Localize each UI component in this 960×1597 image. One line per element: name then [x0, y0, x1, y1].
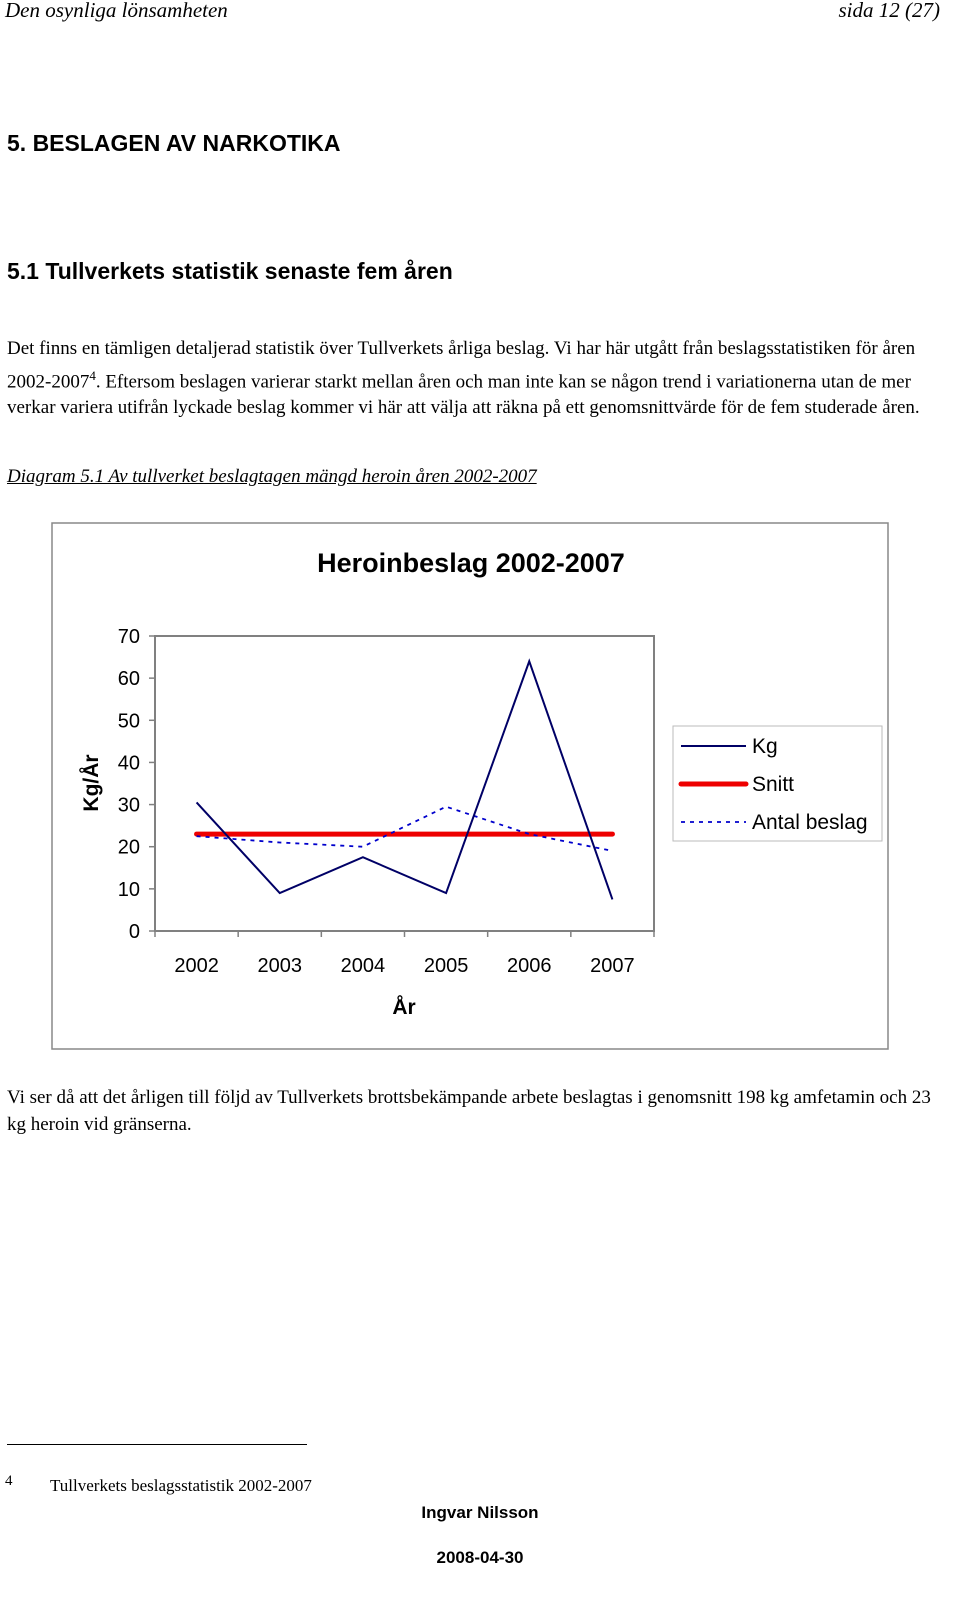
x-tick-label: 2005 [423, 955, 469, 977]
section-heading: 5. BESLAGEN AV NARKOTIKA [7, 130, 341, 156]
x-tick-label: 2006 [507, 955, 552, 977]
subsection-heading: 5.1 Tullverkets statistik senaste fem åren [7, 258, 453, 284]
y-tick-label: 20 [117, 836, 140, 859]
body-paragraph-summary: Vi ser då att det årligen till följd av Tullverkets brottsbekämpande arbete beslagtas i genomsnitt 198 kg amfetamin och 23 kg heroin vid gränserna. [7, 1087, 931, 1135]
paragraph-text-end: . Eftersom beslagen varierar starkt mellan åren och man inte kan se någon trend i variationerna utan de mer verkar variera utifrån lyckade beslag kommer vi här att välja att räkna på ett genomsnittvärde för de fem studerade åren. [7, 370, 920, 419]
diagram-caption: Diagram 5.1 Av tullverket beslagtagen mängd heroin åren 2002-2007 [7, 466, 537, 487]
footnote-reference[interactable]: 4 [89, 367, 96, 383]
y-tick-label: 70 [117, 626, 140, 648]
x-tick-label: 2007 [590, 955, 635, 977]
header-page-number: sida 12 (27) [838, 0, 940, 22]
footer-date: 2008-04-30 [436, 1548, 524, 1567]
y-tick-label: 10 [117, 878, 140, 901]
chart-title: Heroinbeslag 2002-2007 [317, 548, 625, 578]
paragraph-text-start: Det finns en tämligen detaljerad statistik över Tullverkets årliga beslag. Vi har här utgått från beslagsstatistiken för åren 2002-2007 [7, 338, 916, 392]
header-document-title: Den osynliga lönsamheten [5, 0, 228, 22]
y-tick-label: 60 [117, 668, 140, 691]
x-tick-label: 2004 [340, 955, 386, 977]
y-axis-label: Kg/År [80, 754, 103, 812]
x-tick-label: 2003 [257, 955, 302, 977]
y-tick-label: 0 [128, 921, 140, 943]
footer-author: Ingvar Nilsson [421, 1503, 539, 1522]
footnote-separator [7, 1444, 307, 1445]
legend-label: Antal beslag [752, 811, 868, 834]
legend-label: Snitt [752, 773, 795, 796]
y-tick-label: 40 [117, 752, 140, 775]
x-tick-label: 2002 [174, 955, 219, 977]
legend-label: Kg [752, 735, 778, 758]
footnote-number: 4 [5, 1473, 13, 1489]
footnote-text: Tullverkets beslagsstatistik 2002-2007 [50, 1476, 312, 1495]
y-tick-label: 50 [117, 710, 140, 733]
x-axis-label: År [392, 996, 416, 1019]
y-tick-label: 30 [117, 794, 140, 817]
